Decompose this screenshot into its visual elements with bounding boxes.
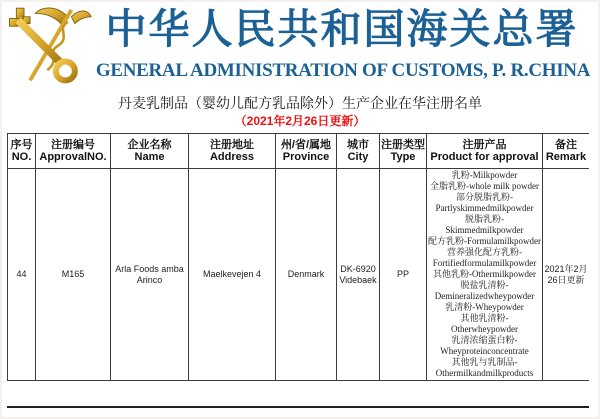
col-header-remark-en: Remark [545, 151, 587, 163]
product-line: 其他乳粉-Othermilkpowder [433, 269, 536, 279]
product-line: 营养强化配方乳粉-Fortifiedformulamilkpowder [432, 247, 537, 268]
product-line: 全脂乳粉-whole milk powder [430, 181, 539, 191]
col-header-name-cn: 企业名称 [127, 139, 172, 151]
col-header-province-en: Province [282, 151, 330, 163]
col-header-approval-no [36, 134, 111, 169]
cell-type: PP [380, 169, 427, 381]
cell-remark: 2021年2月26日更新 [543, 169, 590, 381]
cell-address: Maelkevejen 4 [189, 169, 276, 381]
col-header-no [8, 134, 36, 169]
product-line: 配方乳粉-Formulamilkpowder [428, 236, 541, 246]
title-english: GENERAL ADMINISTRATION OF CUSTOMS, P. R.CHINA [95, 60, 591, 81]
col-header-product [427, 134, 543, 169]
col-header-remark-cn: 备注 [555, 139, 577, 151]
col-header-address [189, 134, 276, 169]
col-header-province-cn: 州/省/属地 [280, 139, 332, 151]
col-header-city-en: City [347, 151, 369, 163]
cell-no: 44 [8, 169, 36, 381]
col-header-remark [543, 134, 590, 169]
col-header-address-cn: 注册地址 [210, 139, 254, 151]
customs-emblem-logo [6, 2, 92, 90]
product-line: 乳清粉-Wheypowder [445, 302, 524, 312]
registration-table [7, 133, 589, 381]
col-header-city [337, 134, 380, 169]
table-row [8, 169, 590, 381]
cell-province: Denmark [276, 169, 337, 381]
col-header-type-cn: 注册类型 [381, 139, 425, 151]
cell-company-name: Arla Foods amba Arinco [111, 169, 189, 381]
product-line: 脱脂乳粉-Skimmedmilkpowder [445, 214, 524, 235]
col-header-name [111, 134, 189, 169]
product-line: 乳粉-Milkpowder [451, 170, 518, 180]
product-line: 部分脱脂乳粉-Partlyskimmedmilkpowder [435, 192, 534, 213]
col-header-address-en: Address [209, 151, 255, 163]
cell-approval-no: M165 [36, 169, 111, 381]
col-header-city-cn: 城市 [347, 139, 369, 151]
cell-city: DK-6920 Videbaek [337, 169, 380, 381]
title-chinese: 中华人民共和国海关总署 [105, 6, 579, 52]
registration-table-container [7, 133, 589, 407]
product-line: 乳清浓缩蛋白粉-Wheyproteinconcentrate [440, 335, 529, 356]
document-subtitle: 丹麦乳制品（婴幼儿配方乳品除外）生产企业在华注册名单 [118, 95, 482, 111]
col-header-name-en: Name [134, 151, 165, 163]
product-line: 其他乳与乳制品-Othermilkandmilkproducts [435, 357, 534, 378]
col-header-approval-en: ApprovalNO. [39, 151, 107, 163]
product-line: 脱盐乳清粉-Demineralizedwheypowder [434, 280, 535, 301]
product-line: 其他乳清粉-Otherwheypowder [451, 313, 518, 334]
table-header-row [8, 134, 590, 169]
cell-products [427, 169, 543, 381]
col-header-product-cn: 注册产品 [462, 139, 507, 151]
col-header-approval-cn: 注册编号 [51, 139, 95, 151]
table-bottom-crop-border [7, 406, 589, 408]
col-header-no-en: NO. [11, 151, 32, 163]
col-header-province [276, 134, 337, 169]
col-header-type-en: Type [390, 151, 416, 163]
col-header-product-en: Product for approval [430, 151, 539, 163]
golden-key-caduceus-icon [6, 2, 92, 90]
update-date-note: （2021年2月26日更新） [234, 114, 366, 128]
col-header-type [380, 134, 427, 169]
col-header-no-cn: 序号 [10, 139, 33, 151]
